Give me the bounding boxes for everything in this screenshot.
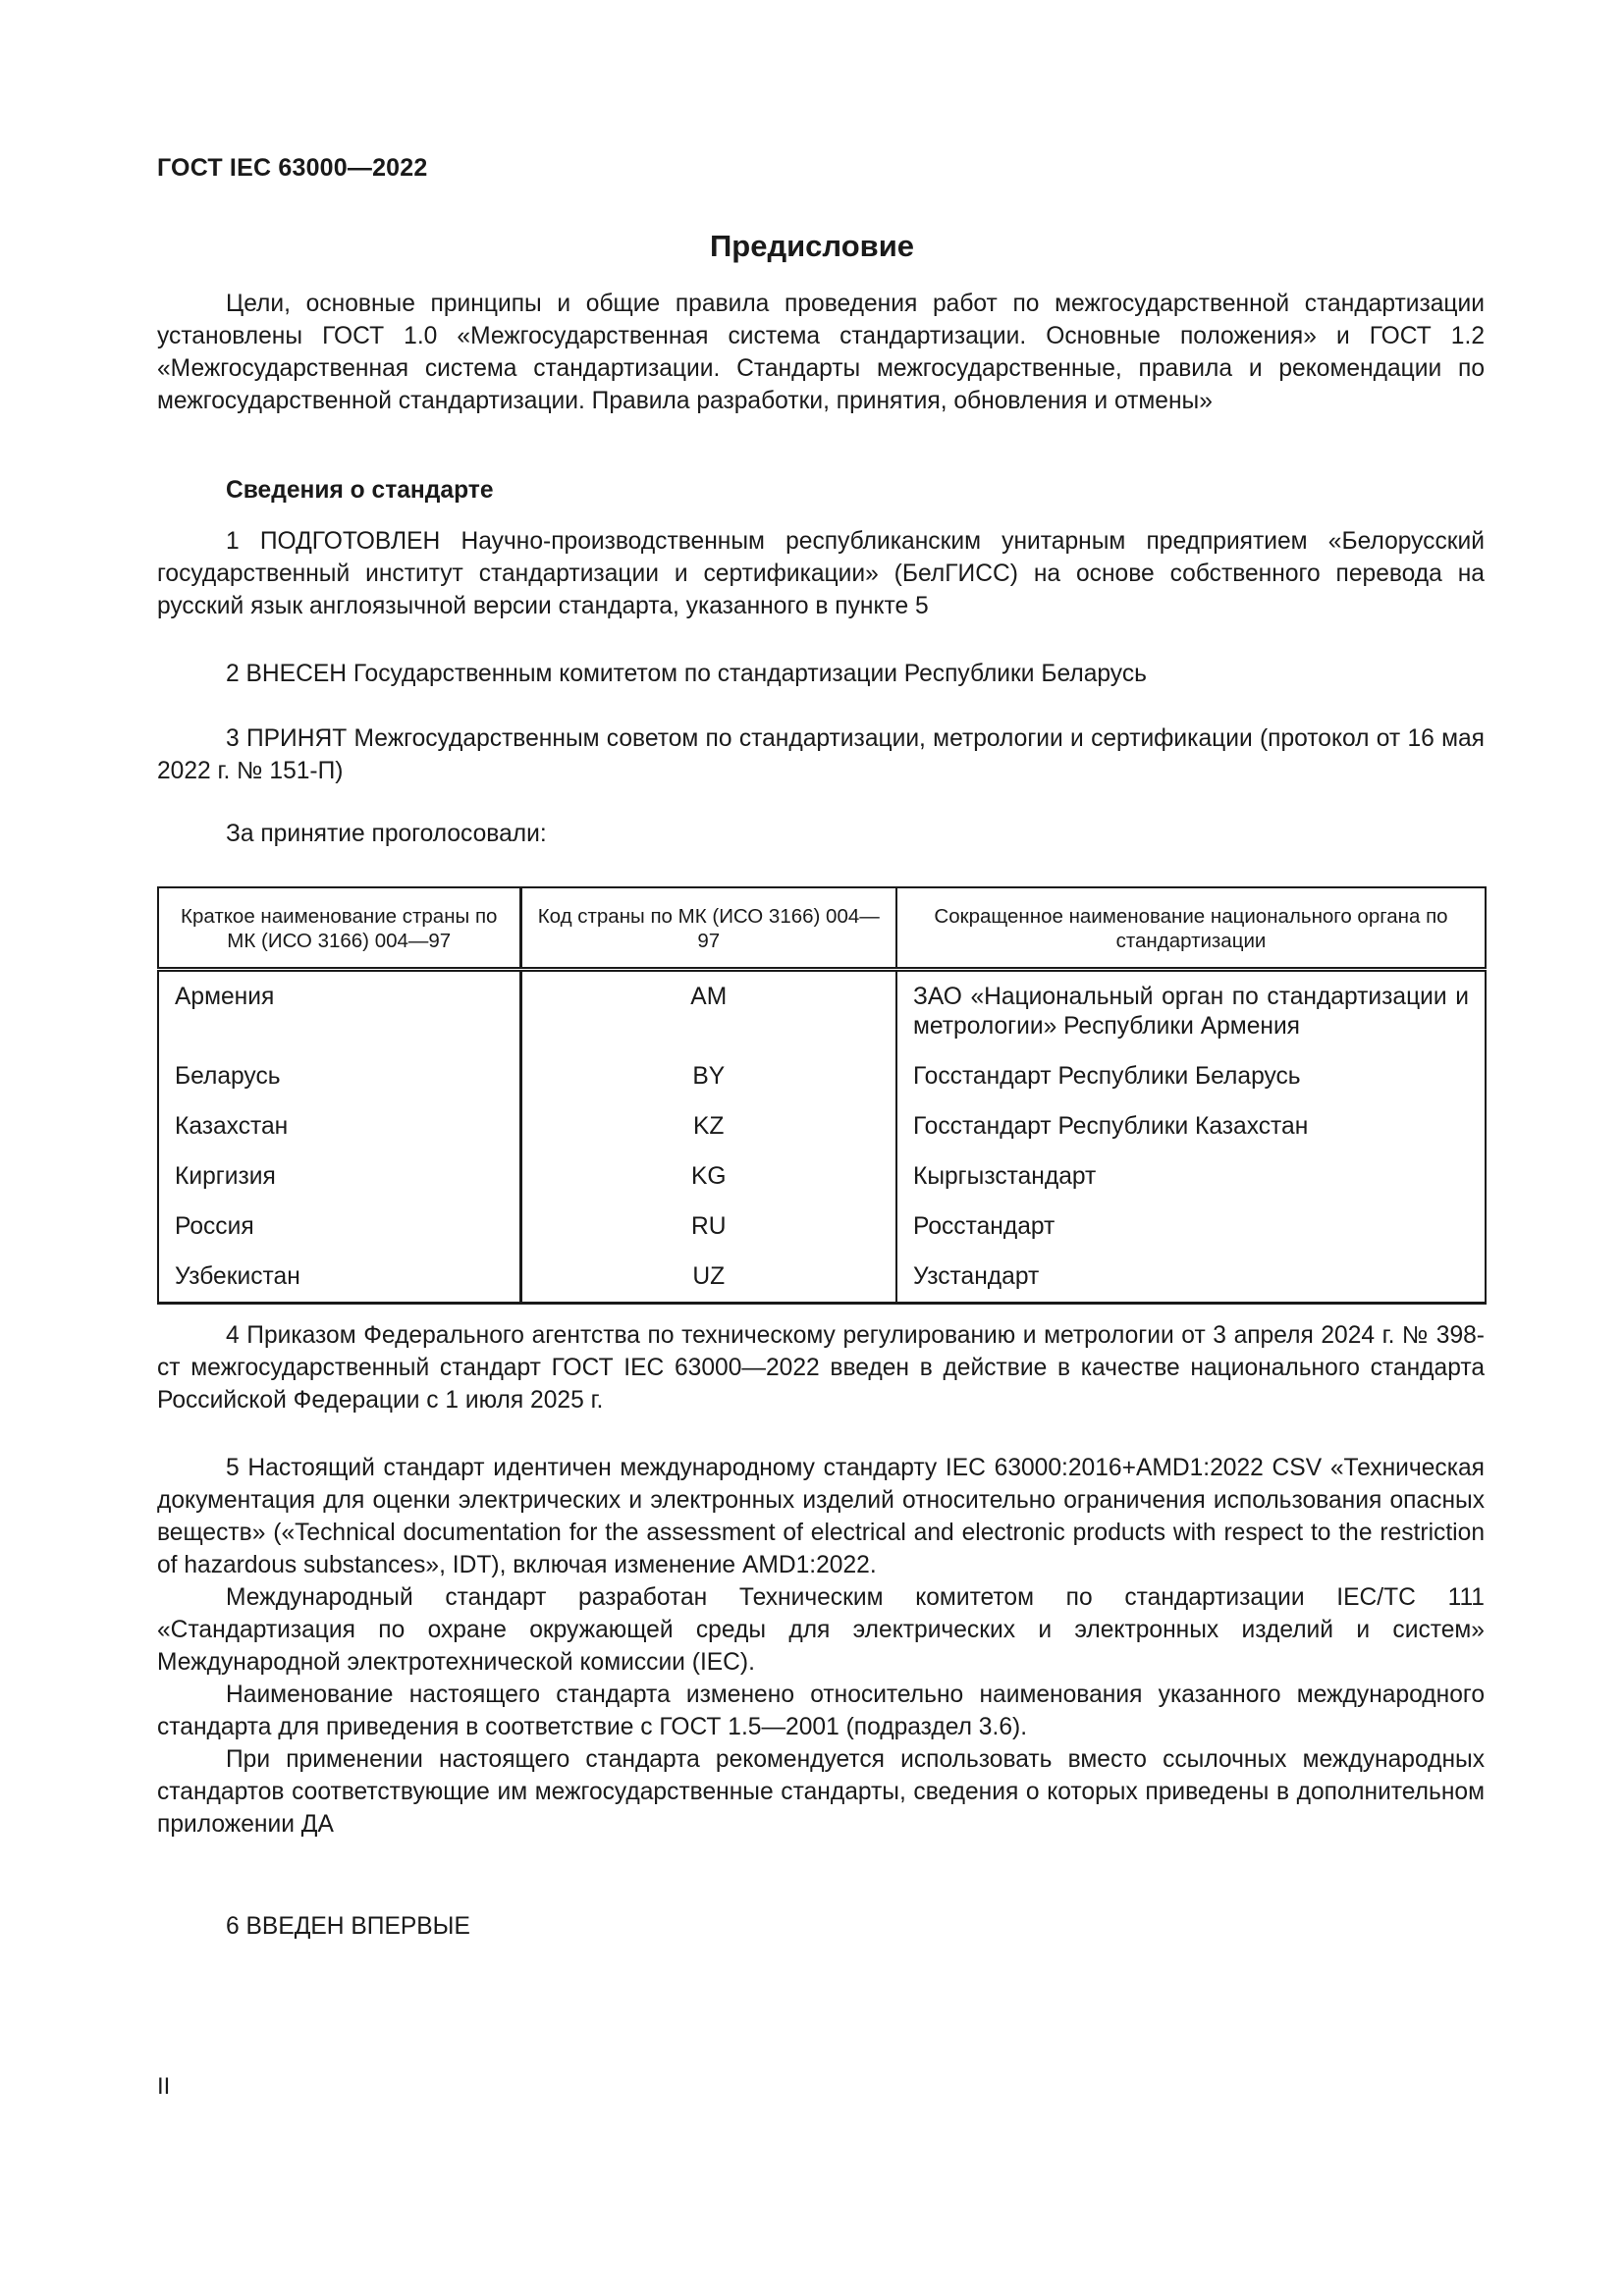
table-row: [158, 970, 1486, 1052]
item-2-text: 2 ВНЕСЕН Государственным комитетом по стандартизации Республики Беларусь: [226, 661, 1147, 687]
cell-code: KZ: [520, 1101, 896, 1151]
cell-national-body: Госстандарт Республики Казахстан: [896, 1101, 1486, 1151]
document-code-header: ГОСТ IEC 63000—2022: [157, 154, 428, 182]
item-3-text: 3 ПРИНЯТ Межгосударственным советом по стандартизации, метрологии и сертификации (протокол от 16 мая 2022 г. № 151-П): [157, 725, 1485, 784]
cell-code: UZ: [520, 1252, 896, 1304]
intro-paragraph: [157, 288, 1485, 417]
intro-text: Цели, основные принципы и общие правила проведения работ по межгосударственной стандартизации установлены ГОСТ 1.0 «Межгосударственная система стандартизации. Основные положения» и ГОСТ 1.2 «Межгосударственная система стандартизации. Стандарты межгосударственные, правила и рекомендации по межгосударственной стандартизации. Правила разработки, принятия, обновления и отмены»: [157, 291, 1485, 414]
item-6-text: 6 ВВЕДЕН ВПЕРВЫЕ: [226, 1913, 470, 1940]
item-2-paragraph: [157, 658, 1485, 690]
table-row: [158, 1101, 1486, 1151]
item-5-section: [157, 1452, 1485, 1841]
table-row: [158, 1252, 1486, 1304]
cell-national-body: ЗАО «Национальный орган по стандартизации и метрологии» Республики Армения: [896, 970, 1486, 1052]
item-5-text: 5 Настоящий стандарт идентичен международному стандарту IEC 63000:2016+AMD1:2022 CSV «Техническая документация для оценки электрических и электронных изделий относительно ограничения использования опасных веществ» («Technical documentation for the assessment of electrical and electronic products with respect to the restriction of hazardous substances», IDT), включая изменение AMD1:2022.: [157, 1455, 1485, 1578]
page-number: II: [157, 2073, 171, 2100]
cell-country: Киргизия: [158, 1151, 520, 1201]
column-header-national-body: Сокращенное наименование национального органа по стандартизации: [896, 887, 1486, 970]
item-5-committee-text: Международный стандарт разработан Техническим комитетом по стандартизации IEC/TC 111 «Стандартизация по охране окружающей среды для электрических и электронных изделий и систем» Международной электротехнической комиссии (IEC).: [157, 1584, 1485, 1676]
column-header-country: Краткое наименование страны по МК (ИСО 3166) 004—97: [158, 887, 520, 970]
cell-code: AM: [520, 970, 896, 1052]
column-header-code: Код страны по МК (ИСО 3166) 004—97: [520, 887, 896, 970]
item-3-paragraph: [157, 722, 1485, 787]
cell-code: BY: [520, 1051, 896, 1101]
cell-country: Армения: [158, 970, 520, 1052]
item-1-text: 1 ПОДГОТОВЛЕН Научно-производственным республиканским унитарным предприятием «Белорусский государственный институт стандартизации и сертификации» (БелГИСС) на основе собственного перевода на русский язык англоязычной версии стандарта, указанного в пункте 5: [157, 528, 1485, 619]
cell-country: Казахстан: [158, 1101, 520, 1151]
cell-code: RU: [520, 1201, 896, 1252]
item-1-paragraph: [157, 525, 1485, 622]
item-5-title-change-text: Наименование настоящего стандарта изменено относительно наименования указанного международного стандарта для приведения в соответствие с ГОСТ 1.5—2001 (подраздел 3.6).: [157, 1682, 1485, 1740]
section-heading-standard-info: Сведения о стандарте: [226, 477, 494, 504]
cell-national-body: Кыргызстандарт: [896, 1151, 1486, 1201]
item-4-paragraph: [157, 1319, 1485, 1416]
voting-countries-table: [157, 886, 1487, 1305]
cell-country: Россия: [158, 1201, 520, 1252]
cell-national-body: Госстандарт Республики Беларусь: [896, 1051, 1486, 1101]
cell-code: KG: [520, 1151, 896, 1201]
table-row: [158, 1201, 1486, 1252]
item-4-text: 4 Приказом Федерального агентства по техническому регулированию и метрологии от 3 апреля 2024 г. № 398-ст межгосударственный стандарт ГОСТ IEC 63000—2022 введен в действие в качестве национального стандарта Российской Федерации с 1 июля 2025 г.: [157, 1322, 1485, 1414]
table-row: [158, 1151, 1486, 1201]
cell-country: Узбекистан: [158, 1252, 520, 1304]
page-title: Предисловие: [709, 229, 914, 263]
voted-label: За принятие проголосовали:: [226, 821, 547, 847]
cell-national-body: Узстандарт: [896, 1252, 1486, 1304]
cell-country: Беларусь: [158, 1051, 520, 1101]
table-header-row: [158, 887, 1486, 970]
cell-national-body: Росстандарт: [896, 1201, 1486, 1252]
table-row: [158, 1051, 1486, 1101]
item-5-references-text: При применении настоящего стандарта рекомендуется использовать вместо ссылочных международных стандартов соответствующие им межгосударственные стандарты, сведения о которых приведены в дополнительном приложении ДА: [157, 1746, 1485, 1838]
